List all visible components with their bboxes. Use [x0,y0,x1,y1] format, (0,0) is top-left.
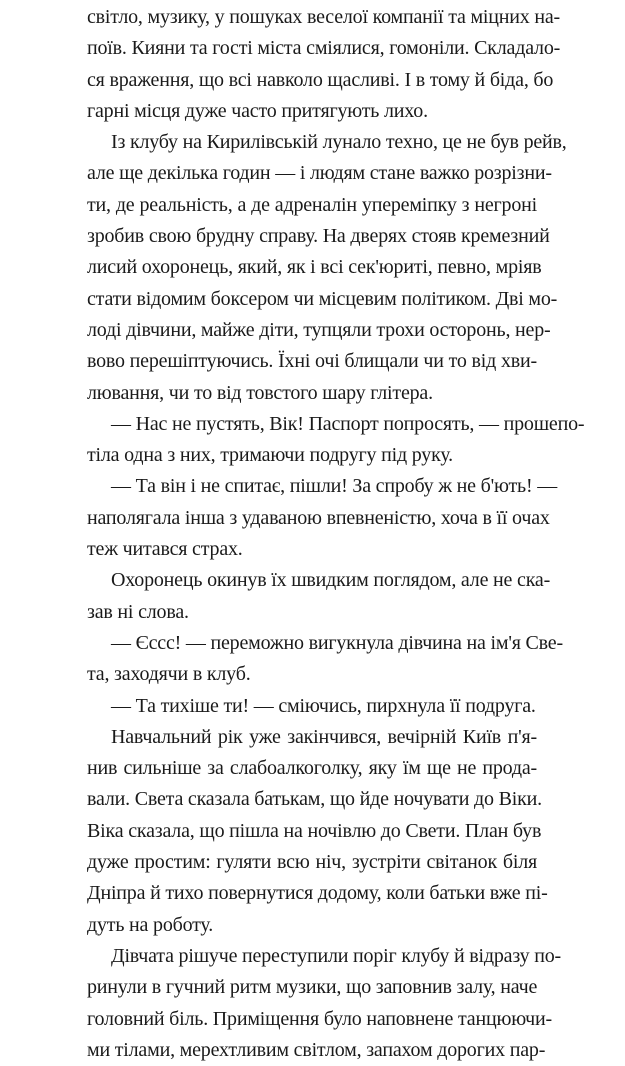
text-line: — Нас не пустять, Вік! Паспорт попросять, — прошепо- [111,412,585,435]
text-line: зробив свою брудну справу. На дверях стояв кремезний [87,225,550,248]
text-line: та, заходячи в клуб. [87,663,251,686]
text-line: — Та тихіше ти! — сміючись, пирхнула її подруга. [111,694,536,717]
text-line: поїв. Кияни та гості міста сміялися, гомоніли. Складало- [87,37,561,60]
text-line: теж читався страх. [87,538,243,561]
text-line: вали. Света сказала батькам, що йде ночувати до Віки. [87,788,542,811]
text-line: стати відомим боксером чи місцевим політиком. Дві мо- [87,287,558,310]
text-line: лоді дівчини, майже діти, тупцяли трохи осторонь, нер- [87,318,551,341]
text-line: Із клубу на Кирилівській лунало техно, це не був рейв, [111,131,567,154]
text-line: вово перешіптуючись. Їхні очі блищали чи то від хви- [87,350,537,373]
text-line: наполягала інша з удаваною впевненістю, хоча в її очах [87,506,550,529]
text-line: ринули в гучний ритм музики, що заповнив залу, наче [87,976,538,999]
book-page [87,2,585,1066]
text-line: світло, музику, у пошуках веселої компанії та міцних на- [87,6,561,28]
text-line: лювання, чи то від товстого шару глітера. [87,381,433,404]
text-line: — Єссс! — переможно вигукнула дівчина на ім'я Све- [111,631,563,654]
text-line: зав ні слова. [87,600,189,623]
text-line: дуть на роботу. [87,913,214,936]
text-line: нив сильніше за слабоалкоголку, яку їм ще не прода- [87,757,537,780]
text-line: ти, де реальність, а де адреналін упереміпку з негроні [87,193,537,216]
text-line: лисий охоронець, який, як і всі сек'юриті, певно, мріяв [87,256,542,279]
text-line: дуже простим: гуляти всю ніч, зустріти світанок біля [87,851,537,874]
text-line: головний біль. Приміщення було наповнене танцюючи- [87,1007,553,1030]
text-line: — Та він і не спитає, пішли! За спробу ж не б'ють! — [111,475,558,498]
text-line: тіла одна з них, тримаючи подругу під руку. [87,444,453,467]
text-line: Дівчата рішуче переступили поріг клубу й відразу по- [111,944,561,967]
text-line: Віка сказала, що пішла на ночівлю до Свети. План був [87,819,542,842]
text-line: Навчальний рік уже закінчився, вечірній Київ п'я- [111,725,537,748]
text-line: ми тілами, мерехтливим світлом, запахом дорогих пар- [87,1038,546,1061]
text-line: але ще декілька годин — і людям стане важко розрізни- [87,162,552,185]
text-line: ся враження, що всі навколо щасливі. І в тому й біда, бо [87,68,554,91]
text-line: Охоронець окинув їх швидким поглядом, але не ска- [111,569,551,592]
text-line: Дніпра й тихо повернутися додому, коли батьки вже пі- [87,882,548,905]
text-line: гарні місця дуже часто притягують лихо. [87,99,428,122]
